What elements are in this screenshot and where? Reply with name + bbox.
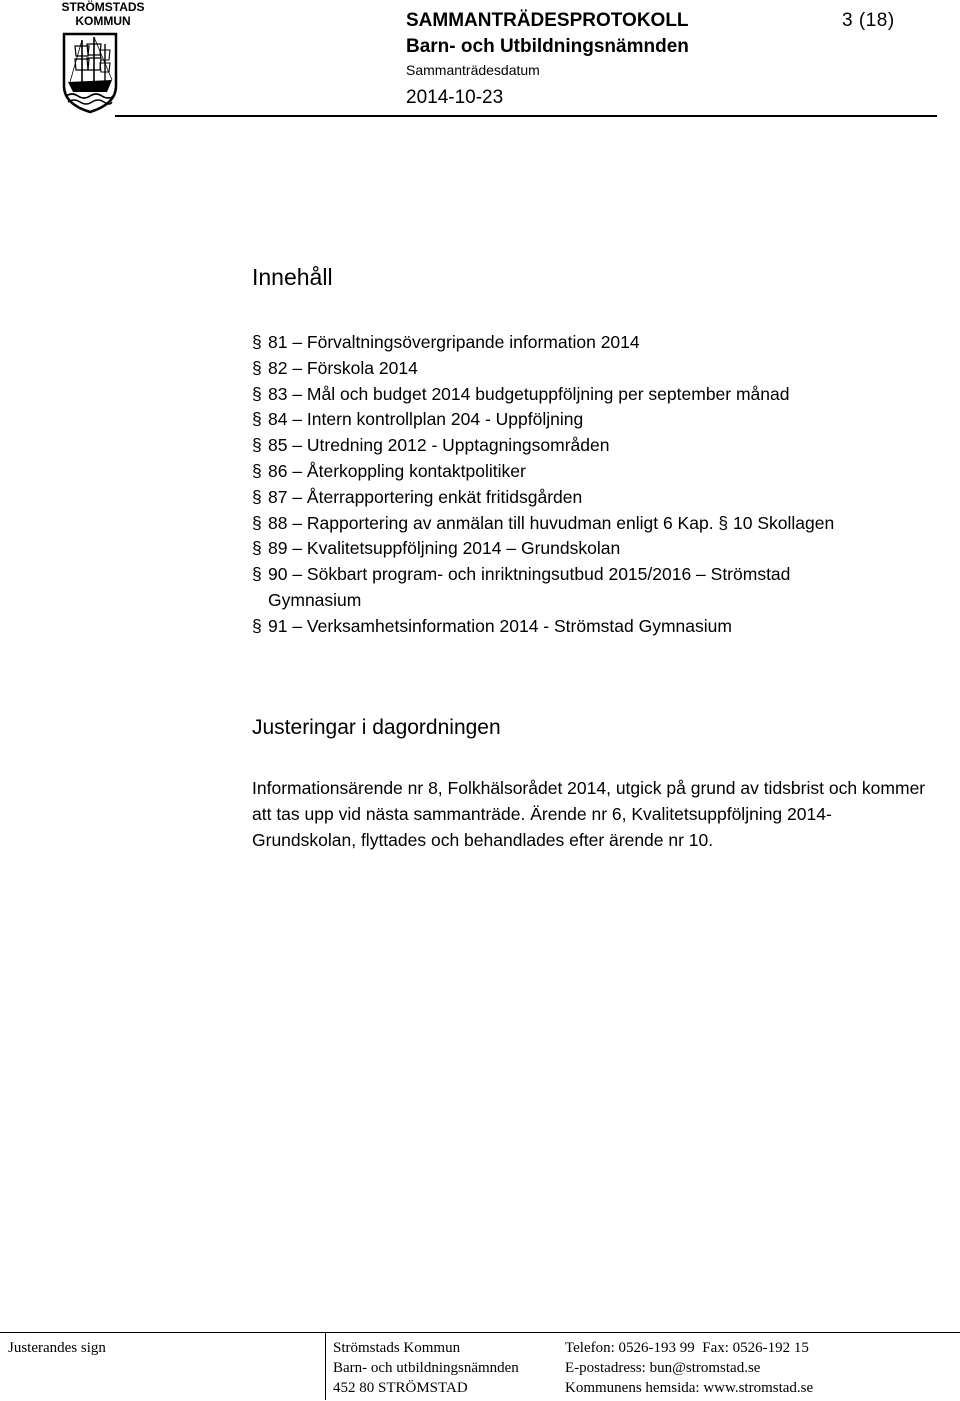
section-symbol-icon: § — [252, 615, 262, 636]
agenda-item-text: 88 – Rapportering av anmälan till huvudman enligt 6 Kap. § 10 Skollagen — [268, 512, 835, 533]
page-total: (18) — [858, 10, 895, 31]
agenda-item — [252, 614, 912, 640]
agenda-item-text: 91 – Verksamhetsinformation 2014 - Strömstad Gymnasium — [268, 615, 732, 636]
footer-email: E-postadress: bun@stromstad.se — [565, 1360, 761, 1376]
agenda-item — [252, 433, 912, 459]
coat-of-arms-logo — [60, 32, 120, 114]
agenda-item-text: 82 – Förskola 2014 — [268, 357, 418, 378]
contents-heading: Innehåll — [252, 264, 333, 290]
section-symbol-icon: § — [252, 332, 262, 352]
signature-label: Justerandes sign — [8, 1340, 106, 1356]
page-number: 3 — [842, 10, 854, 31]
agenda-item — [252, 562, 912, 614]
agenda-item — [252, 511, 912, 537]
section-symbol-icon: § — [252, 538, 262, 559]
footer-org-name: Strömstads Kommun — [333, 1340, 461, 1356]
section-symbol-icon: § — [252, 357, 262, 378]
agenda-item-text: 85 – Utredning 2012 - Upptagningsområden — [268, 435, 610, 456]
committee-name: Barn- och Utbildningsnämnden — [406, 36, 689, 57]
municipality-name — [58, 0, 148, 28]
agenda-item-text: 81 – Förvaltningsövergripande information 2014 — [268, 332, 640, 352]
header-divider — [115, 115, 937, 117]
footer-address-block — [333, 1338, 519, 1398]
footer-divider — [0, 1332, 960, 1333]
agenda-item — [252, 330, 912, 356]
agenda-item — [252, 356, 912, 382]
agenda-item — [252, 407, 912, 433]
agenda-item-text: 84 – Intern kontrollplan 204 - Uppföljning — [268, 409, 584, 430]
agenda-item-text: 83 – Mål och budget 2014 budgetuppföljning per september månad — [268, 383, 790, 404]
footer-department: Barn- och utbildningsnämnden — [333, 1360, 519, 1376]
agenda-item-text: 90 – Sökbart program- och inriktningsutbud 2015/2016 – Strömstad Gymnasium — [268, 564, 791, 610]
agenda-adjustments-heading: Justeringar i dagordningen — [252, 716, 501, 739]
section-symbol-icon: § — [252, 512, 262, 533]
footer-phone-fax: Telefon: 0526-193 99 Fax: 0526-192 15 — [565, 1340, 809, 1356]
municipality-line2: KOMMUN — [75, 14, 131, 28]
footer-postal-address: 452 80 STRÖMSTAD — [333, 1380, 468, 1396]
municipality-line1: STRÖMSTADS — [61, 0, 145, 14]
section-symbol-icon: § — [252, 564, 262, 585]
page-indicator — [842, 10, 895, 32]
section-symbol-icon: § — [252, 383, 262, 404]
section-symbol-icon: § — [252, 435, 262, 456]
agenda-item — [252, 459, 912, 485]
agenda-item-text: 87 – Återrapportering enkät fritidsgården — [268, 486, 583, 507]
date-label: Sammanträdesdatum — [406, 62, 540, 78]
agenda-item — [252, 536, 912, 562]
agenda-adjustments-text: Informationsärende nr 8, Folkhälsorådet 2014, utgick på grund av tidsbrist och kommer att tas upp vid nästa sammanträde. Ärende nr 6, Kvalitetsuppföljning 2014- Grundskolan, flyttades och behandlades efter ärende nr 10. — [252, 778, 926, 850]
footer-contact-block — [565, 1338, 813, 1398]
agenda-item-text: 89 – Kvalitetsuppföljning 2014 – Grundskolan — [268, 538, 621, 559]
section-symbol-icon: § — [252, 460, 262, 481]
agenda-list — [252, 330, 912, 640]
meeting-date: 2014-10-23 — [406, 87, 504, 108]
document-type: SAMMANTRÄDESPROTOKOLL — [406, 10, 689, 31]
section-symbol-icon: § — [252, 486, 262, 507]
footer-website: Kommunens hemsida: www.stromstad.se — [565, 1380, 814, 1396]
section-symbol-icon: § — [252, 409, 262, 430]
agenda-item — [252, 485, 912, 511]
footer-column-divider — [325, 1332, 326, 1400]
agenda-item-text: 86 – Återkoppling kontaktpolitiker — [268, 460, 526, 481]
agenda-item — [252, 382, 912, 408]
